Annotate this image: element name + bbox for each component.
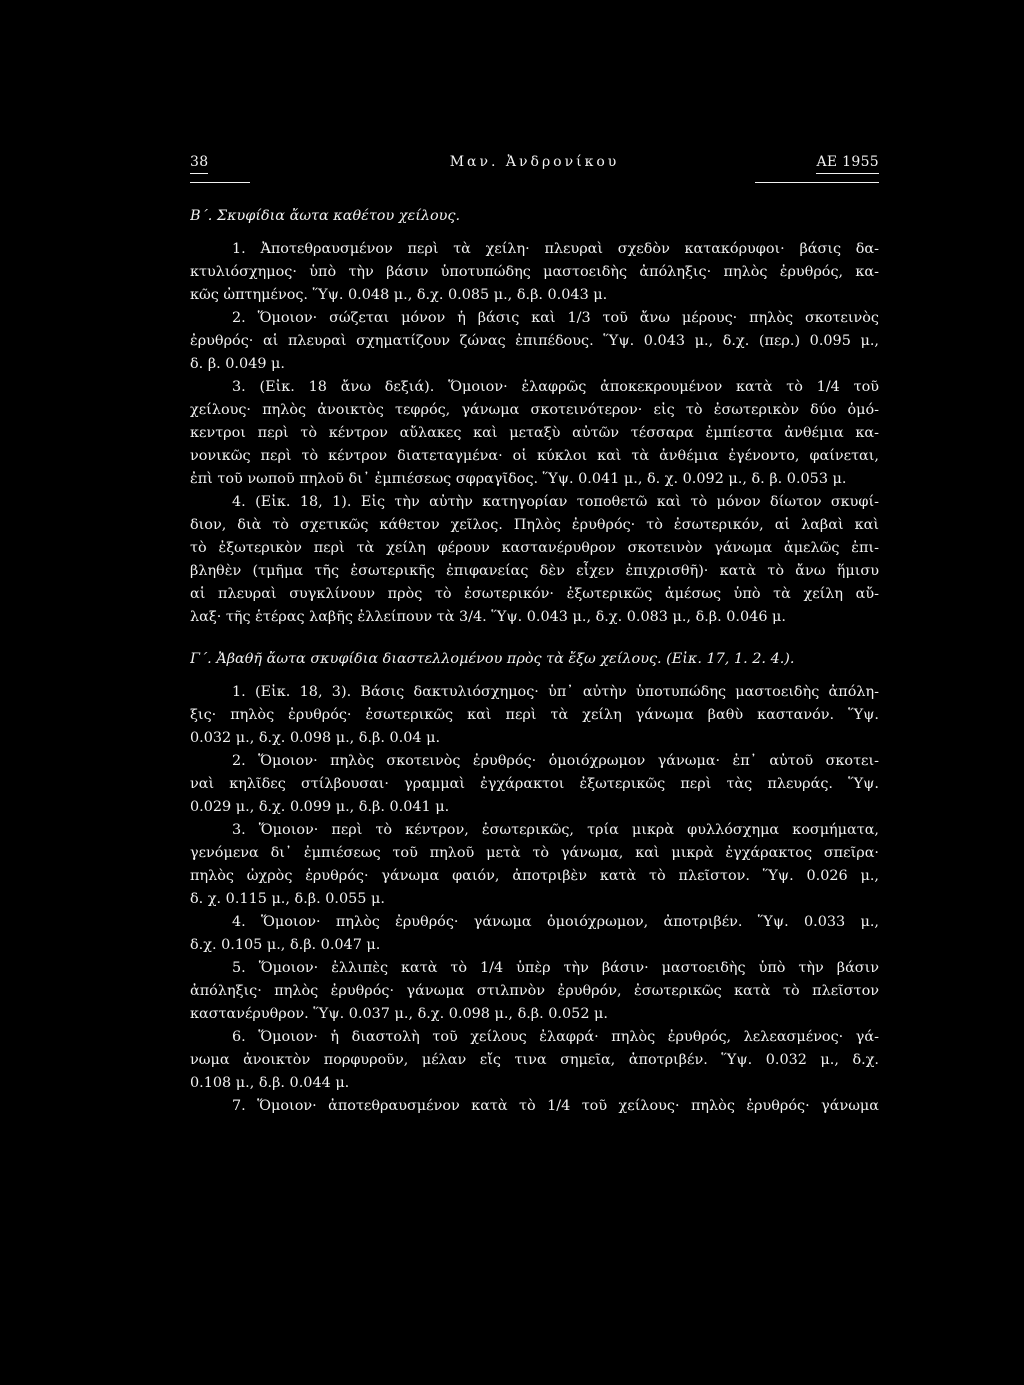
section-c-heading: Γ΄. Ἀβαθῆ ἄωτα σκυφίδια διαστελλομένου πρὸς τὰ ἔξω χείλους. (Εἰκ. 17, 1. 2. 4.). [190,651,795,667]
paragraph-line: ἐπὶ τοῦ νωποῦ πηλοῦ δι᾽ ἐμπιέσεως σφραγῖδος. Ὕψ. 0.041 μ., δ. χ. 0.092 μ., δ. β. 0.053 μ. [190,471,847,487]
paragraph-line: 0.029 μ., δ.χ. 0.099 μ., δ.β. 0.041 μ. [190,799,450,815]
paragraph-line: αἱ πλευραὶ συγκλίνουν πρὸς τὸ ἐσωτερικόν· ἐξωτερικῶς ἀμέσως ὑπὸ τὰ χείλη αὔ- [190,586,879,602]
running-journal: ΑΕ 1955 [816,154,879,174]
paragraph-line: πηλὸς ὠχρὸς ἐρυθρός· γάνωμα φαιόν, ἀποτριβὲν κατὰ τὸ πλεῖστον. Ὕψ. 0.026 μ., [190,868,879,884]
page-number: 38 [190,154,208,174]
running-header [190,154,879,176]
header-rule-left [190,182,250,183]
paragraph-line: 1. (Εἰκ. 18, 3). Βάσις δακτυλιόσχημος· ὑπ᾽ αὐτὴν ὑποτυπώδης μαστοειδὴς ἀπόλη- [232,684,879,700]
paragraph-line: ξις· πηλὸς ἐρυθρός· ἐσωτερικῶς καὶ περὶ τὰ χείλη γάνωμα βαθὺ καστανόν. Ὕψ. [190,707,879,723]
paragraph-line: 2. Ὅμοιον· σώζεται μόνον ἡ βάσις καὶ 1/3 τοῦ ἄνω μέρους· πηλὸς σκοτεινὸς [232,310,879,326]
paragraph-line: 0.032 μ., δ.χ. 0.098 μ., δ.β. 0.04 μ. [190,730,441,746]
paragraph-line: διον, διὰ τὸ σχετικῶς κάθετον χεῖλος. Πηλὸς ἐρυθρός· τὸ ἐσωτερικόν, αἱ λαβαὶ καὶ [190,517,879,533]
paragraph-line: 0.108 μ., δ.β. 0.044 μ. [190,1075,350,1091]
paragraph-line: κτυλιόσχημος· ὑπὸ τὴν βάσιν ὑποτυπώδης μαστοειδὴς ἀπόληξις· πηλὸς ἐρυθρός, κα- [190,264,879,280]
paragraph-line: 6. Ὅμοιον· ἡ διαστολὴ τοῦ χείλους ἐλαφρά· πηλὸς ἐρυθρός, λελεασμένος· γά- [232,1029,879,1045]
paragraph-line: νονικῶς περὶ τὸ κέντρον διατεταγμένα· οἱ κύκλοι καὶ τὰ ἀνθέμια ἐγένοντο, φαίνεται, [190,448,879,464]
paragraph-line: ἀπόληξις· πηλὸς ἐρυθρός· γάνωμα στιλπνὸν ἐρυθρόν, ἐσωτερικῶς κατὰ τὸ πλεῖστον [190,983,879,999]
paragraph-line: χείλους· πηλὸς ἀνοικτὸς τεφρός, γάνωμα σκοτεινότερον· εἰς τὸ ἐσωτερικὸν δύο ὁμό- [190,402,879,418]
paragraph-line: 3. Ὅμοιον· περὶ τὸ κέντρον, ἐσωτερικῶς, τρία μικρὰ φυλλόσχημα κοσμήματα, [232,822,879,838]
section-b-heading: Β΄. Σκυφίδια ἄωτα καθέτου χείλους. [190,208,461,224]
body-text [190,205,879,1118]
paragraph-line: 5. Ὅμοιον· ἐλλιπὲς κατὰ τὸ 1/4 ὑπὲρ τὴν βάσιν· μαστοειδὴς ὑπὸ τὴν βάσιν [232,960,879,976]
paragraph-line: ναὶ κηλῖδες στίλβουσαι· γραμμαὶ ἐγχάρακτοι ἐξωτερικῶς περὶ τὰς πλευράς. Ὕψ. [190,776,879,792]
paragraph-line: τὸ ἐξωτερικὸν περὶ τὰ χείλη φέρουν καστανέρυθρον σκοτεινὸν γάνωμα ἀμελῶς ἐπι- [190,540,879,556]
paragraph-line: βληθὲν (τμῆμα τῆς ἐσωτερικῆς ἐπιφανείας δὲν εἶχεν ἐπιχρισθῆ)· κατὰ τὸ ἄνω ἥμισυ [190,563,879,579]
paragraph-line: 2. Ὅμοιον· πηλὸς σκοτεινὸς ἐρυθρός· ὁμοιόχρωμον γάνωμα· ἐπ᾽ αὐτοῦ σκοτει- [232,753,879,769]
header-rule-right [755,182,879,183]
paragraph-line: 3. (Εἰκ. 18 ἄνω δεξιά). Ὅμοιον· ἐλαφρῶς ἀποκεκρουμένον κατὰ τὸ 1/4 τοῦ [232,379,879,395]
paragraph-line: δ. χ. 0.115 μ., δ.β. 0.055 μ. [190,891,385,907]
paragraph-line: λαξ· τῆς ἑτέρας λαβῆς ἐλλείπουν τὰ 3/4. Ὕψ. 0.043 μ., δ.χ. 0.083 μ., δ.β. 0.046 μ. [190,609,786,625]
paragraph-line: δ. β. 0.049 μ. [190,356,285,372]
paragraph-line: κῶς ὠπτημένος. Ὕψ. 0.048 μ., δ.χ. 0.085 μ., δ.β. 0.043 μ. [190,287,608,303]
paragraph-line: κεντροι περὶ τὸ κέντρον αὔλακες καὶ μεταξὺ αὐτῶν τέσσαρα ἐμπίεστα ἀνθέμια κα- [190,425,879,441]
paragraph-line: νωμα ἀνοικτὸν πορφυροῦν, μέλαν εἴς τινα σημεῖα, ἀποτριβέν. Ὕψ. 0.032 μ., δ.χ. [190,1052,879,1068]
paragraph-line: 1. Ἀποτεθραυσμένον περὶ τὰ χείλη· πλευραὶ σχεδὸν κατακόρυφοι· βάσις δα- [232,241,879,257]
paragraph-line: 4. (Εἰκ. 18, 1). Εἰς τὴν αὐτὴν κατηγορίαν τοποθετῶ καὶ τὸ μόνον δίωτον σκυφί- [232,494,879,510]
paragraph-line: 4. Ὅμοιον· πηλὸς ἐρυθρός· γάνωμα ὁμοιόχρωμον, ἀποτριβέν. Ὕψ. 0.033 μ., [232,914,879,930]
paragraph-line: δ.χ. 0.105 μ., δ.β. 0.047 μ. [190,937,381,953]
paragraph-line: ἐρυθρός· αἱ πλευραὶ σχηματίζουν ζώνας ἐπιπέδους. Ὕψ. 0.043 μ., δ.χ. (περ.) 0.095 μ., [190,333,879,349]
running-author: Μαν. Ἀνδρονίκου [449,154,620,170]
paragraph-line: 7. Ὅμοιον· ἀποτεθραυσμένον κατὰ τὸ 1/4 τοῦ χείλους· πηλὸς ἐρυθρός· γάνωμα [232,1098,879,1114]
paragraph-line: καστανέρυθρον. Ὕψ. 0.037 μ., δ.χ. 0.098 μ., δ.β. 0.052 μ. [190,1006,608,1022]
paragraph-line: γενόμενα δι᾽ ἐμπιέσεως τοῦ πηλοῦ μετὰ τὸ γάνωμα, καὶ μικρὰ ἐγχάρακτος σπεῖρα· [190,845,879,861]
